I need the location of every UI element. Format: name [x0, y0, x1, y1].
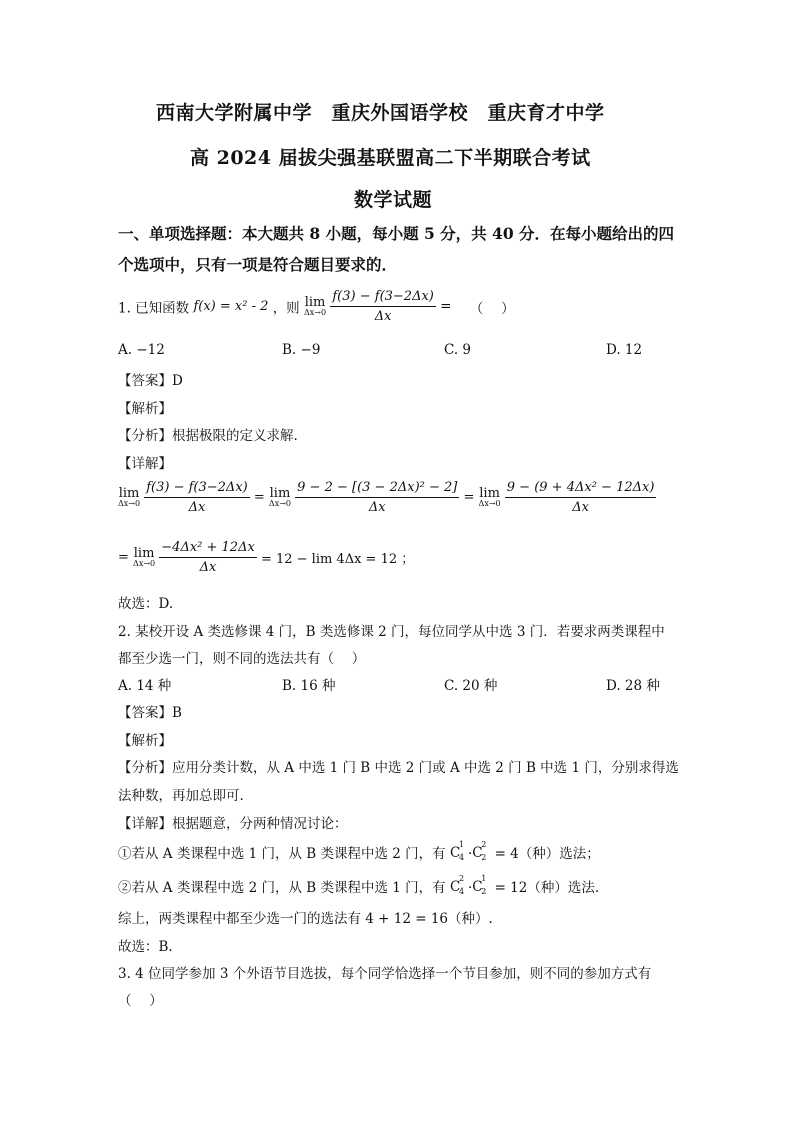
- q1-fenxi: 【分析】根据极限的定义求解.: [118, 428, 298, 444]
- section-heading-line2: 个选项中，只有一项是符合题目要求的．: [118, 255, 398, 274]
- combination-c42: C 2 4: [449, 874, 465, 896]
- question-3-line2: （ ）: [118, 993, 163, 1009]
- q2-fenxi-line2: 法种数，再加总即可.: [118, 788, 244, 804]
- eq1-numerator-3: 9 − (9 + 4Δx² − 12Δx): [505, 480, 657, 498]
- q2-answer: 【答案】B: [118, 705, 182, 721]
- q2-case2: ②若从 A 类课程中选 2 门，从 B 类课程中选 1 门，有 C 2 4 · C 1 2 = 12（种）选法.: [118, 874, 600, 896]
- combination-c21: C 1 2: [472, 874, 487, 896]
- combination-c22: C 2 2: [472, 840, 487, 862]
- q2-case2-tail: = 12（种）选法.: [494, 880, 600, 896]
- q1-function: f(x) = x² - 2: [193, 299, 269, 314]
- q2-option-b: B. 16 种: [282, 678, 336, 694]
- question-2-line1: 2. 某校开设 A 类选修课 4 门，B 类选修课 2 门，每位同学从中选 3 门．若要求两类课程中: [118, 624, 665, 640]
- q2-case1: ①若从 A 类课程中选 1 门，从 B 类课程中选 2 门，有 C 1 4 · C 2 2 = 4（种）选法；: [118, 840, 600, 862]
- q1-solution-eq1: lim Δx→0 $\frac{f(3) - f(3-2\Delta x)}{\Delta x}$ = lim Δx→0 $\frac{\text{9 − 2 − [(3 − 2Δx)² − 2]}}{\Delta x}$ = lim Δx→0 $\frac{\text{9 − (9 + 4Δx² − 12Δx)}}{\Delta x}$: [118, 480, 655, 515]
- q2-option-a: A. 14 种: [118, 678, 172, 694]
- eq1-numerator-2: 9 − 2 − [(3 − 2Δx)² − 2]: [295, 480, 459, 498]
- q2-summary: 综上，两类课程中都至少选一门的选法有 4 + 12 = 16（种）.: [118, 911, 493, 927]
- q2-option-c: C. 20 种: [444, 678, 498, 694]
- q2-detail: 【详解】根据题意，分两种情况讨论：: [118, 816, 348, 832]
- eq2-denominator: Δx: [199, 560, 217, 575]
- q1-option-b: B. −9: [282, 342, 321, 358]
- q2-analysis-tag: 【解析】: [118, 733, 172, 749]
- combination-c41: C 1 4: [449, 840, 465, 862]
- question-2-line2: 都至少选一门，则不同的选法共有（ ）: [118, 651, 366, 667]
- q1-answer: 【答案】D: [118, 373, 183, 389]
- q2-case1-text: ①若从 A 类课程中选 1 门，从 B 类课程中选 2 门，有: [118, 846, 446, 862]
- eq1-denominator-3: Δx: [572, 500, 589, 515]
- subject-title: 数学试题: [354, 189, 433, 211]
- q1-option-a: A. −12: [118, 342, 165, 358]
- q1-mid: ，则: [272, 300, 300, 317]
- school-names: 西南大学附属中学 重庆外国语学校 重庆育才中学: [156, 102, 605, 124]
- eq2-numerator: −4Δx² + 12Δx: [159, 540, 257, 558]
- q1-lim: lim Δx→0: [303, 295, 327, 317]
- q2-option-d: D. 28 种: [606, 678, 660, 694]
- q1-prefix: 1. 已知函数: [118, 300, 190, 317]
- q2-fenxi-line1: 【分析】应用分类计数，从 A 中选 1 门 B 中选 2 门或 A 中选 2 门 B 中选 1 门，分别求得选: [118, 760, 679, 776]
- question-1-stem: 1. 已知函数 f(x) = x² - 2 ，则 lim Δx→0 $\frac{f(3) - f(3-2\Delta x)}{\Delta x}$ = （ ）: [118, 289, 515, 324]
- q1-limit-numerator: f(3) − f(3−2Δx): [330, 289, 436, 307]
- q1-limit-fraction: [330, 289, 436, 324]
- eq1-denominator-2: Δx: [368, 500, 386, 515]
- question-3-line1: 3. 4 位同学参加 3 个外语节目选拔，每个同学恰选择一个节目参加，则不同的参加方式有: [118, 966, 652, 982]
- q2-conclusion: 故选：B.: [118, 939, 173, 955]
- q1-limit-denominator: Δx: [374, 309, 392, 324]
- eq1-numerator-1: f(3) − f(3−2Δx): [144, 480, 250, 498]
- q1-conclusion: 故选：D.: [118, 596, 174, 612]
- eq2-rest: = 12 − lim 4Δx = 12 ；: [260, 552, 415, 567]
- q2-case1-tail: = 4（种）选法；: [494, 846, 600, 862]
- section-heading-line1: 一、单项选择题：本大题共 8 小题，每小题 5 分，共 40 分．在每小题给出的四: [118, 224, 675, 243]
- q1-option-d: D. 12: [606, 342, 643, 358]
- q1-solution-eq2: = lim Δx→0 $\frac{\text{−4Δx² + 12Δx}}{\Delta x}$ = 12 − lim 4Δx = 12 ；: [118, 540, 415, 575]
- q1-option-c: C. 9: [444, 342, 472, 358]
- q1-analysis-tag: 【解析】: [118, 401, 172, 417]
- q2-case2-text: ②若从 A 类课程中选 2 门，从 B 类课程中选 1 门，有: [118, 880, 446, 896]
- eq1-denominator-1: Δx: [188, 500, 206, 515]
- q1-detail-tag: 【详解】: [118, 456, 172, 472]
- q1-answer-paren: （ ）: [469, 300, 515, 317]
- exam-title: 高 2024 届拔尖强基联盟高二下半期联合考试: [190, 147, 591, 169]
